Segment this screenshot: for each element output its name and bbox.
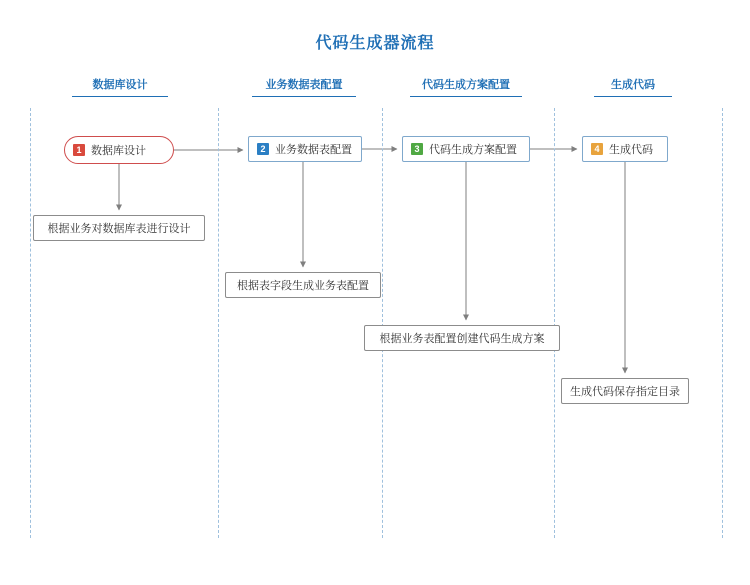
step-badge-1: 1 xyxy=(73,144,85,156)
node-code-gen-plan-config[interactable] xyxy=(402,136,530,162)
node-label: 数据库设计 xyxy=(91,145,146,157)
node-business-table-config[interactable] xyxy=(248,136,362,162)
lane-label-database-design: 数据库设计 xyxy=(72,76,168,97)
lane-divider xyxy=(30,108,31,538)
note-database-design: 根据业务对数据库表进行设计 xyxy=(33,215,205,241)
lane-divider xyxy=(554,108,555,538)
note-code-gen-plan-config: 根据业务表配置创建代码生成方案 xyxy=(364,325,560,351)
step-badge-4: 4 xyxy=(591,143,603,155)
lane-label-generate-code: 生成代码 xyxy=(594,76,672,97)
lane-divider xyxy=(382,108,383,538)
node-label: 生成代码 xyxy=(609,144,653,156)
note-generate-code: 生成代码保存指定目录 xyxy=(561,378,689,404)
node-label: 代码生成方案配置 xyxy=(429,144,517,156)
note-business-table-config: 根据表字段生成业务表配置 xyxy=(225,272,381,298)
lane-label-code-gen-plan-config: 代码生成方案配置 xyxy=(410,76,522,97)
node-generate-code[interactable] xyxy=(582,136,668,162)
node-label: 业务数据表配置 xyxy=(275,144,352,156)
step-badge-2: 2 xyxy=(257,143,269,155)
step-badge-3: 3 xyxy=(411,143,423,155)
lane-label-business-table-config: 业务数据表配置 xyxy=(252,76,356,97)
node-database-design[interactable] xyxy=(64,136,174,164)
page-title: 代码生成器流程 xyxy=(315,35,435,52)
lane-divider xyxy=(218,108,219,538)
lane-divider xyxy=(722,108,723,538)
